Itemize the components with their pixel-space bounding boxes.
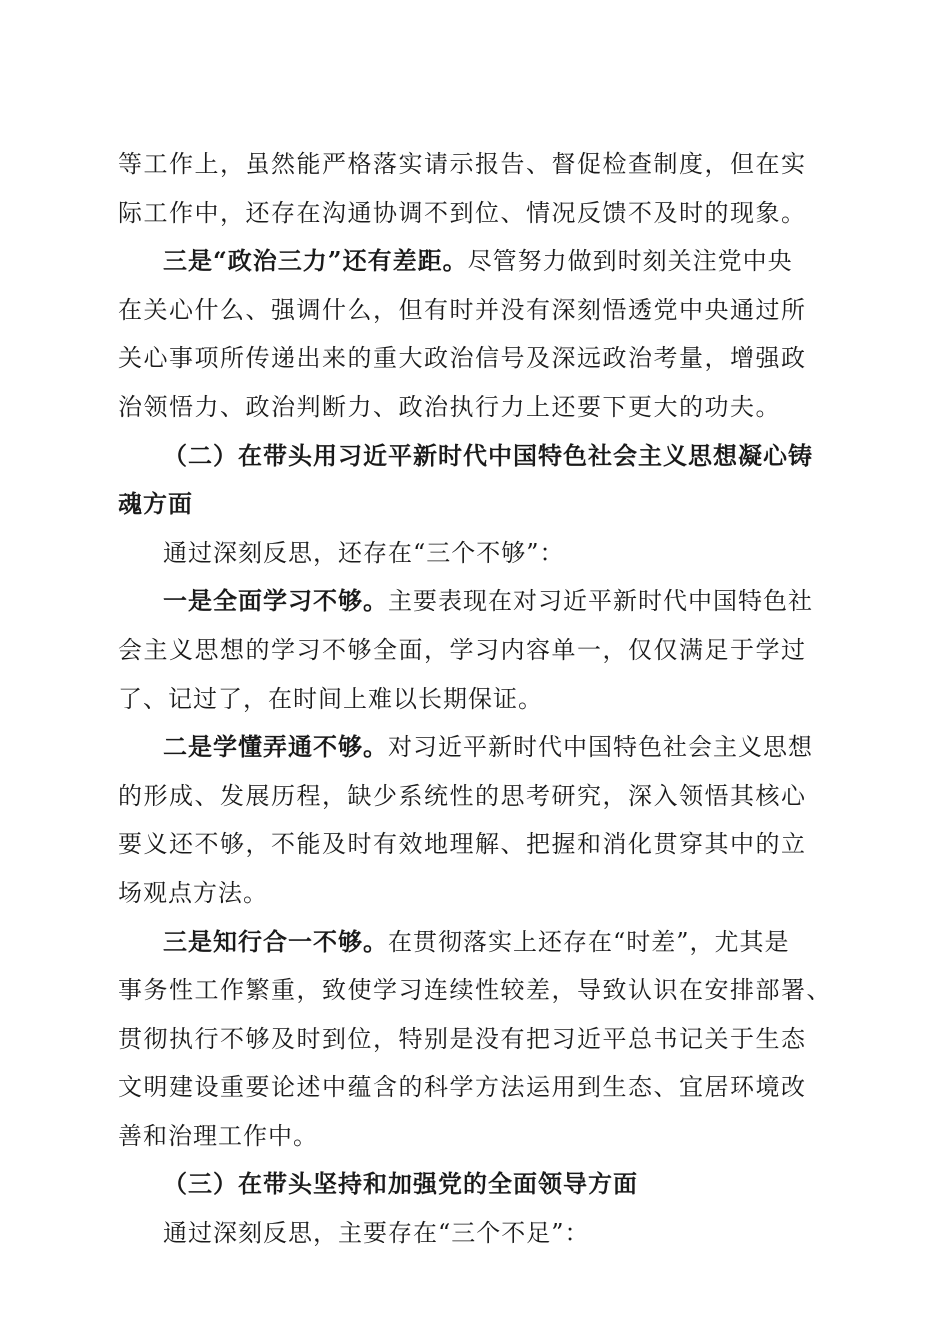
paragraph-line: 等工作上，虽然能严格落实请示报告、督促检查制度，但在实 (118, 150, 807, 178)
paragraph-lead: 一是全面学习不够。 (163, 586, 388, 616)
paragraph-line: 在关心什么、强调什么，但有时并没有深刻悟透党中央通过所 (118, 295, 807, 324)
paragraph-line: 了、记过了，在时间上难以长期保证。 (118, 684, 543, 713)
section-heading: （三）在带头坚持和加强党的全面领导方面 (163, 1169, 638, 1199)
paragraph-line: 善和治理工作中。 (118, 1121, 318, 1150)
document-body (118, 140, 833, 1258)
paragraph-text: 对习近平新时代中国特色社会主义思想 (388, 733, 813, 762)
paragraph-text: 尽管努力做到时刻关注党中央 (467, 247, 793, 276)
paragraph-line: 要义还不够，不能及时有效地理解、把握和消化贯穿其中的立 (118, 830, 807, 859)
paragraph-line: 的形成、发展历程，缺少系统性的思考研究，深入领悟其核心 (118, 781, 807, 810)
paragraph-text: 在贯彻落实上还存在“时差”，尤其是 (388, 927, 790, 956)
paragraph-line: 际工作中，还存在沟通协调不到位、情况反馈不及时的现象。 (118, 198, 807, 227)
paragraph-first-line (118, 918, 833, 967)
paragraph-first-line (118, 723, 833, 772)
section-heading: （二）在带头用习近平新时代中国特色社会主义思想凝心铸 (163, 440, 813, 470)
paragraph-line: 贯彻执行不够及时到位，特别是没有把习近平总书记关于生态 (118, 1024, 807, 1053)
paragraph-lead: 二是学懂弄通不够。 (163, 732, 388, 762)
paragraph-line: 关心事项所传递出来的重大政治信号及深远政治考量，增强政 (118, 344, 807, 373)
paragraph-first-line (118, 237, 833, 286)
paragraph-line: 治领悟力、政治判断力、政治执行力上还要下更大的功夫。 (118, 392, 781, 421)
paragraph-line: 会主义思想的学习不够全面，学习内容单一，仅仅满足于学过 (118, 635, 807, 664)
paragraph-line: 事务性工作繁重，致使学习连续性较差，导致认识在安排部署、 (118, 976, 832, 1005)
section-heading-continued: 魂方面 (118, 489, 193, 519)
paragraph-line: 通过深刻反思，主要存在“三个不足”： (163, 1219, 590, 1248)
paragraph-line: 文明建设重要论述中蕴含的科学方法运用到生态、宜居环境改 (118, 1073, 807, 1102)
paragraph-line: 场观点方法。 (118, 878, 268, 907)
paragraph-lead: 三是“政治三力”还有差距。 (163, 246, 468, 276)
paragraph-lead: 三是知行合一不够。 (163, 926, 388, 956)
paragraph-first-line (118, 577, 833, 626)
paragraph-text: 主要表现在对习近平新时代中国特色社 (388, 587, 813, 616)
paragraph-line: 通过深刻反思，还存在“三个不够”： (163, 538, 565, 567)
